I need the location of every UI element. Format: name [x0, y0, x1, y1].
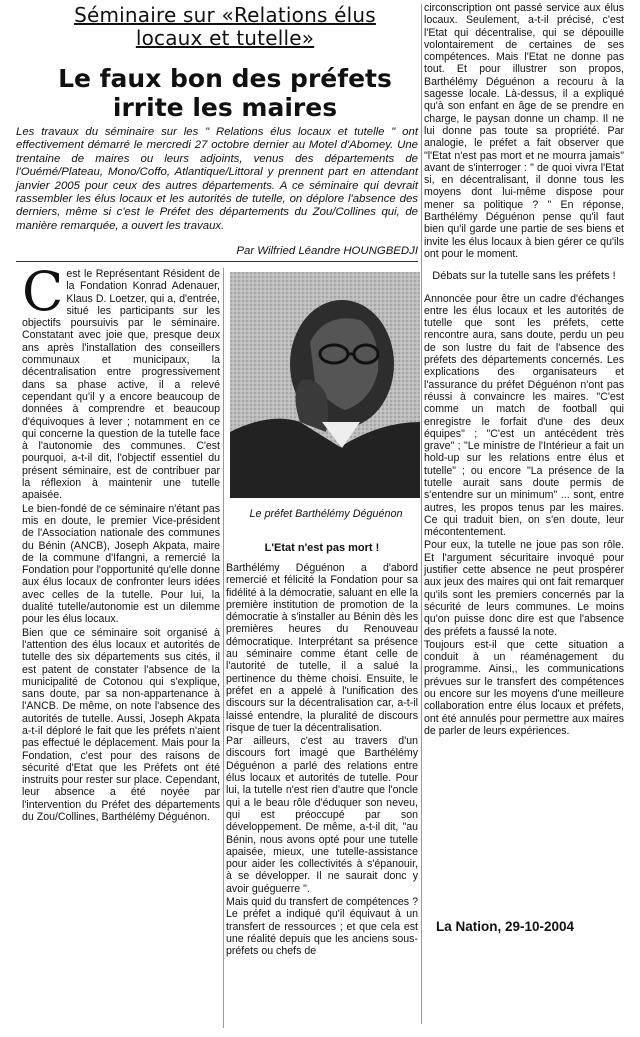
headline-line-1: Le faux bon des préfets [58, 64, 392, 93]
paragraph: Toujours est-il que cette situation a conduit à un réaménagement du programme. Ainsi,, les communications prévues sur le transfert des compétences ou encore sur les moyens d'une meilleure collaboration entre élus locaux et préfets, ont été annulés pour permettre aux maires de parler de leurs expériences. [424, 638, 624, 737]
drop-cap: C [22, 260, 64, 323]
subhead-debats: Débats sur la tutelle sans les préfets ! [432, 270, 616, 283]
kicker-line-2: locaux et tutelle» [135, 26, 315, 50]
paragraph: Bien que ce séminaire soit organisé à l'attention des élus locaux et autorités de tutelle des six départements sus cités, il est patent de constater l'absence de la municipalité de Cotonou qui s'explique, sans doute, par sa non-appartenance à l'ANCB. De même, on note l'absence des autorités de tutelle. Aussi, Joseph Akpata a-t-il déploré le fait que les préfets n'aient pas effectué le déplacement. Mais pour la Fondation, c'est pour des raisons de sécurité d'Etat que les Préfets ont été instruits pour rester sur place. Cependant, leur absence a été noyée par l'intervention du Préfet des départements du Zou/Collines, Barthélémy Déguénon. [22, 626, 220, 824]
subhead-etat: L'Etat n'est pas mort ! [264, 542, 380, 554]
paragraph: Annoncée pour être un cadre d'échanges entre les élus locaux et les autorités de tutelle que sont les préfets, cette rencontre aura, sans doute, perdu un peu de son lustre du fait de l'absence des préfets des départements concernés. Les explications des organisateurs et l'assurance du préfet Déguénon n'ont pas réussi à convaincre les maires. "C'est comme un match de football qui enregistre le forfait d'une des deux équipes" ; "C'est un antécédent très grave" ; "Le ministre de l'Intérieur a fait un hold-up sur les relations entre élus et tutelle" ; ou encore "La présence de la tutelle aurait sans doute permis de s'entendre sur un minimum" ... sont, entre autres, les propos tenus par les maires. Ce qui traduit bien, on s'en doute, leur mécontentement. [424, 292, 624, 539]
paragraph: Pour eux, la tutelle ne joue pas son rôle. Et l'argument sécuritaire invoqué pour justifier cette absence ne peut prospérer aux jeux des maires qui ont fait remarquer qu'ils sont les premiers concernés par la sécurité de leurs communes. Le moins qu'on puisse donc dire est que l'absence des préfets a faussé la note. [424, 539, 624, 638]
chapeau-text: Les travaux du séminaire sur les " Relations élus locaux et tutelle " ont effectivement démarré le mercredi 27 octobre dernier au Motel d'Abomey. Une trentaine de maires ou leurs adjoints, venus des départements de l'Ouémé/Plateau, Mono/Coffo, Atlantique/Littoral y prennent part en attendant janvier 2005 pour ceux des autres départements. A ce séminaire qui devrait rassembler les élus locaux et les autorités de tutelle, on déplore l'absence des derniers, même si c'est le Préfet des départements du Zou/Collines qui, de manière remarquée, a ouvert les travaux. [16, 126, 418, 232]
paragraph: Le bien-fondé de ce séminaire n'étant pas mis en doute, le premier Vice-président de l'Association nationale des communes du Bénin (ANCB), Joseph Akpata, maire de la commune d'Ifangni, a remercié la Fondation pour l'opportunité qu'elle donne aux élus locaux de confronter leurs idées avec celles de la tutelle. Pour lui, la dualité tutelle/autonomie est un dilemme pour les élus locaux. [22, 502, 220, 626]
byline: Par Wilfried Léandre HOUNGBEDJI [236, 245, 418, 257]
headline [40, 64, 410, 122]
paragraph: circonscription ont passé service aux élus locaux. Seulement, a-t-il précisé, c'est l'Etat qui décentralise, qui se dépouille volontairement de certaines de ses compétences. Mais l'Etat ne donne pas tout. Et pour illustrer son propos, Barthélémy Déguénon a recouru à la sagesse locale. Là-dessus, il a expliqué qu'à son enfant en âge de se prendre en charge, le paysan donne un champ. Il ne lui donne pas toute sa propriété. Par analogie, le préfet a fait observer que "l'Etat n'est pas mort et ne mourra jamais" avant de s'interroger : " de quoi vivra l'Etat si, en décentralisant, il donne tous les moyens dont lui-même dispose pour mener sa politique ? " En réponse, Barthélémy Déguénon pense qu'il faut bien qu'il garde une partie de ses biens et invite les élus locaux à bien gérer ce qu'ils ont pour le moment. [424, 2, 624, 260]
source-citation: La Nation, 29-10-2004 [436, 919, 575, 934]
header-rule [16, 261, 418, 262]
chapeau [16, 126, 418, 233]
paragraph: Cest le Représentant Résident de la Fondation Konrad Adenauer, Klaus D. Loetzer, qui a, d'entrée, situé les participants sur les objectifs poursuivis par le séminaire. Constatant avec joie que, presque deux ans après l'installation des conseillers communaux et municipaux, la décentralisation entre progressivement dans sa phase active, il a relevé cependant qu'il y a encore beaucoup de données à comprendre et beaucoup d'équivoques à lever ; notamment en ce qui concerne la question de la tutelle face à l'autonomie des communes. C'est pourquoi, a-t-il dit, l'objectif essentiel du présent séminaire, est de contribuer par la réflexion à maintenir une tutelle apaisée. [22, 260, 220, 502]
column-divider-1 [223, 268, 224, 1028]
paragraph: Par ailleurs, c'est au travers d'un discours fort imagé que Barthélémy Déguénon a parlé des relations entre élus locaux et autorités de tutelle. Pour lui, la tutelle n'est rien d'autre que l'oncle qui a le beau rôle d'éduquer son neveu, qui est préoccupé par son développement. De même, a-t-il dit, "au Bénin, nous avons opté pour une tutelle apaisée, mieux, une tutelle-assistance pour aider les collectivités à s'épanouir, à se développer. Il ne saurait donc y avoir guéguerre ". [226, 735, 418, 895]
headline-line-2: irrite les maires [112, 93, 338, 122]
article-column-1 [22, 260, 220, 824]
prefect-photo [230, 272, 420, 498]
photo-caption: Le préfet Barthélémy Déguénon [249, 508, 403, 520]
portrait-image [230, 272, 420, 498]
article-column-2 [226, 562, 418, 959]
paragraph: Barthélémy Déguénon a d'abord remercié et félicité la Fondation pour sa fidélité à la démocratie, saluant en elle la première institution de promotion de la démocratie à s'installer au Bénin dès les premières heures du Renouveau démocratique. Interprétant sa présence au séminaire comme étant celle de l'autorité de tutelle, il a salué la pertinence du thème choisi. Ensuite, le préfet en a appelé à l'unification des discours sur la décentralisation car, a-t-il laissé entendre, la pluralité de discours risque de tuer la décentralisation. [226, 562, 418, 734]
kicker-line-1: Séminaire sur «Relations élus [74, 3, 376, 27]
kicker [40, 4, 410, 50]
article-column-3 [424, 2, 624, 738]
paragraph: Mais quid du transfert de compétences ? Le préfet a indiqué qu'il équivaut à un transfert de ressources ; et que cela est une réalité depuis que les anciens sous-préfets ou chefs de [226, 896, 418, 958]
